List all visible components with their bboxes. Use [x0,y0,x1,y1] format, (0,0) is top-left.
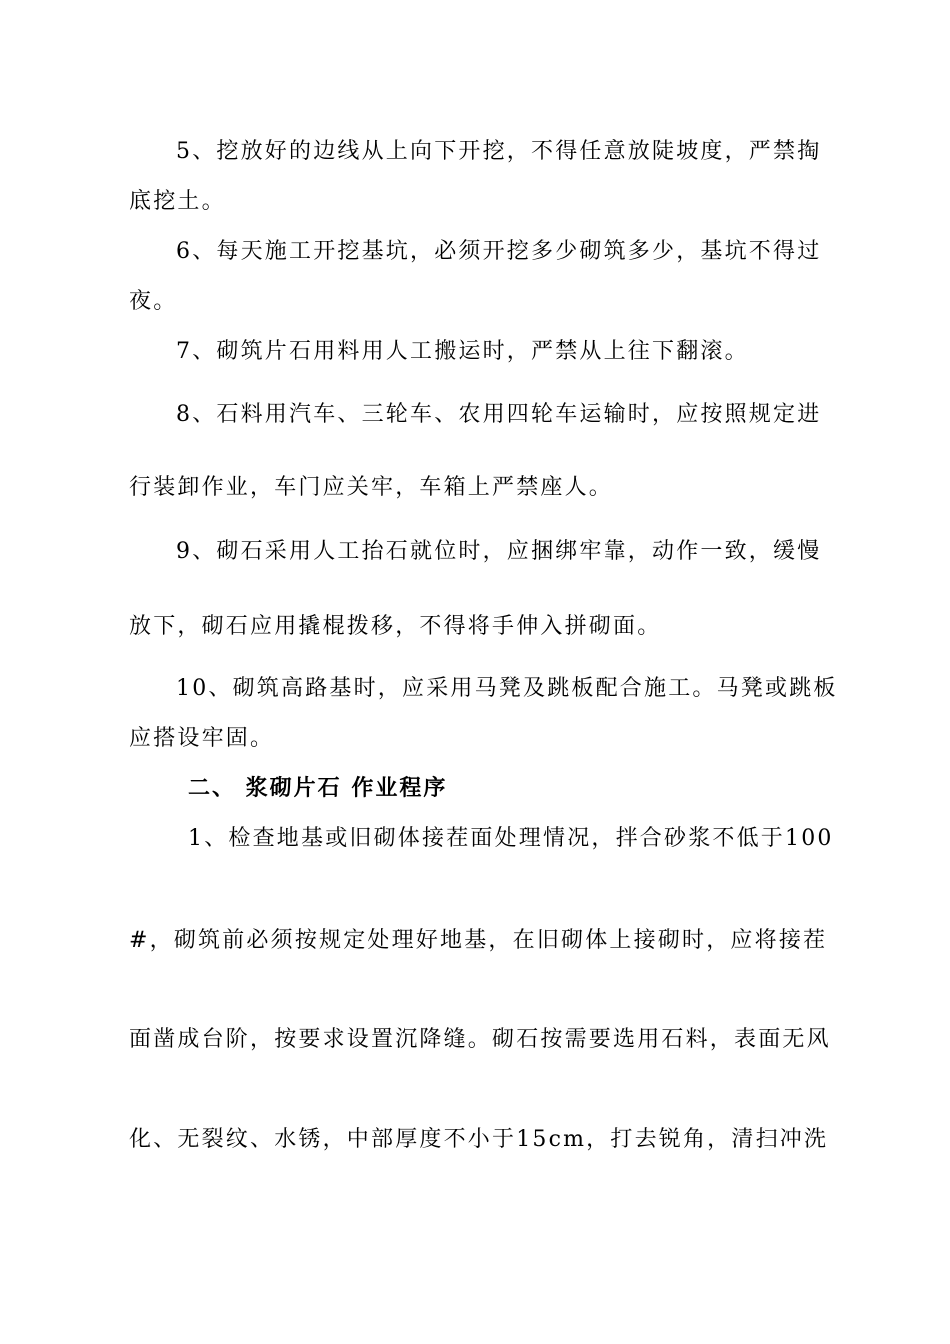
paragraph-8-line-2: 行装卸作业，车门应关牢，车箱上严禁座人。 [129,475,614,500]
step-1-line-3: 面凿成台阶，按要求设置沉降缝。砌石按需要选用石料，表面无风 [129,1027,831,1052]
step-1-line-4: 化、无裂纹、水锈，中部厚度不小于15cm，打去锐角，清扫冲洗 [129,1127,829,1152]
paragraph-6-line-2: 夜。 [129,289,178,314]
paragraph-9-line-2: 放下，砌石应用撬棍拨移，不得将手伸入拼砌面。 [129,614,662,639]
step-1-line-1: 1、检查地基或旧砌体接茬面处理情况，拌合砂浆不低于100 [188,826,834,851]
paragraph-8-line-1: 8、石料用汽车、三轮车、农用四轮车运输时，应按照规定进 [176,402,822,427]
paragraph-5-line-2: 底挖土。 [129,189,226,214]
paragraph-6-line-1: 6、每天施工开挖基坑，必须开挖多少砌筑多少，基坑不得过 [176,239,822,264]
section-heading: 二、 浆砌片石 作业程序 [188,776,448,801]
paragraph-10-line-1: 10、砌筑高路基时，应采用马凳及跳板配合施工。马凳或跳板 [176,676,838,701]
paragraph-10-line-2: 应搭设牢固。 [129,726,275,751]
paragraph-7-line-1: 7、砌筑片石用料用人工搬运时，严禁从上往下翻滚。 [176,339,749,364]
paragraph-9-line-1: 9、砌石采用人工抬石就位时，应捆绑牢靠，动作一致，缓慢 [176,539,822,564]
paragraph-5-line-1: 5、挖放好的边线从上向下开挖，不得任意放陡坡度，严禁掏 [176,139,822,164]
step-1-line-2: #，砌筑前必须按规定处理好地基，在旧砌体上接砌时，应将接茬 [129,928,828,953]
